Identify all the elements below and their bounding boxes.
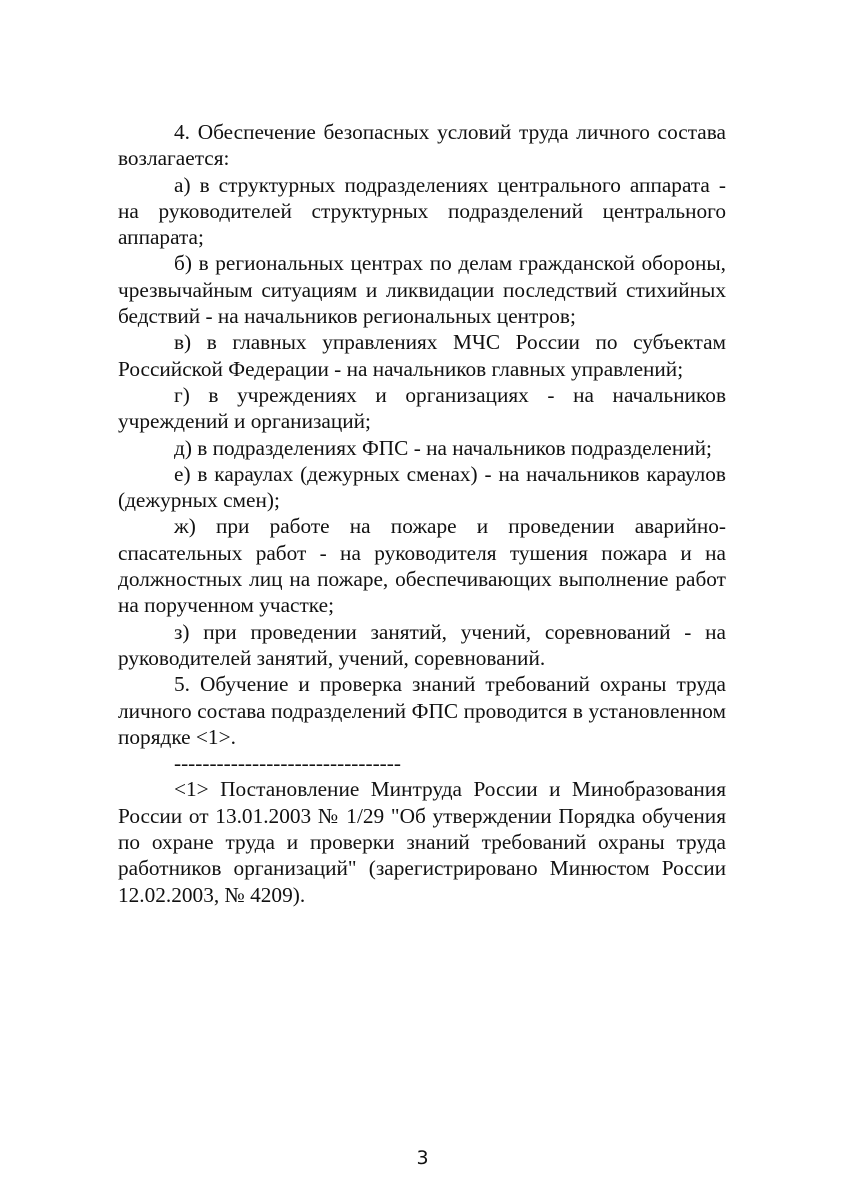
paragraph-4zh: ж) при работе на пожаре и проведении аварийно-спасательных работ - на руководителя тушения пожара и на должностных лиц на пожаре, обеспечивающих выполнение работ на порученном участке; — [118, 514, 726, 618]
paragraph-5: 5. Обучение и проверка знаний требований охраны труда личного состава подразделений ФПС проводится в установленном порядке <1>. — [118, 672, 726, 749]
page-number: 3 — [416, 1147, 429, 1169]
paragraph-4z: з) при проведении занятий, учений, соревнований - на руководителей занятий, учений, соревнований. — [118, 619, 726, 670]
paragraph-4v: в) в главных управлениях МЧС России по субъектам Российской Федерации - на начальников главных управлений; — [118, 330, 726, 381]
paragraph-4e: е) в караулах (дежурных сменах) - на начальников караулов (дежурных смен); — [118, 461, 726, 513]
paragraph-4: 4. Обеспечение безопасных условий труда личного состава возлагается: — [118, 120, 726, 171]
footnote-separator: -------------------------------- — [174, 751, 401, 776]
paragraph-4g: г) в учреждениях и организациях - на начальников учреждений и организаций; — [118, 382, 726, 434]
paragraph-4a: а) в структурных подразделениях центрального аппарата - на руководителей структурных подразделений центрального аппарата; — [118, 172, 726, 250]
paragraph-4d: д) в подразделениях ФПС - на начальников подразделений; — [174, 435, 712, 460]
footnote-1: <1> Постановление Минтруда России и Минобразования России от 13.01.2003 № 1/29 "Об утверждении Порядка обучения по охране труда и проверки знаний требований охраны труда работников организаций" (зарегистрировано Минюстом России 12.02.2003, № 4209). — [118, 777, 726, 907]
document-body — [118, 119, 726, 908]
paragraph-4b: б) в региональных центрах по делам гражданской обороны, чрезвычайным ситуациям и ликвидации последствий стихийных бедствий - на начальников региональных центров; — [118, 251, 726, 329]
